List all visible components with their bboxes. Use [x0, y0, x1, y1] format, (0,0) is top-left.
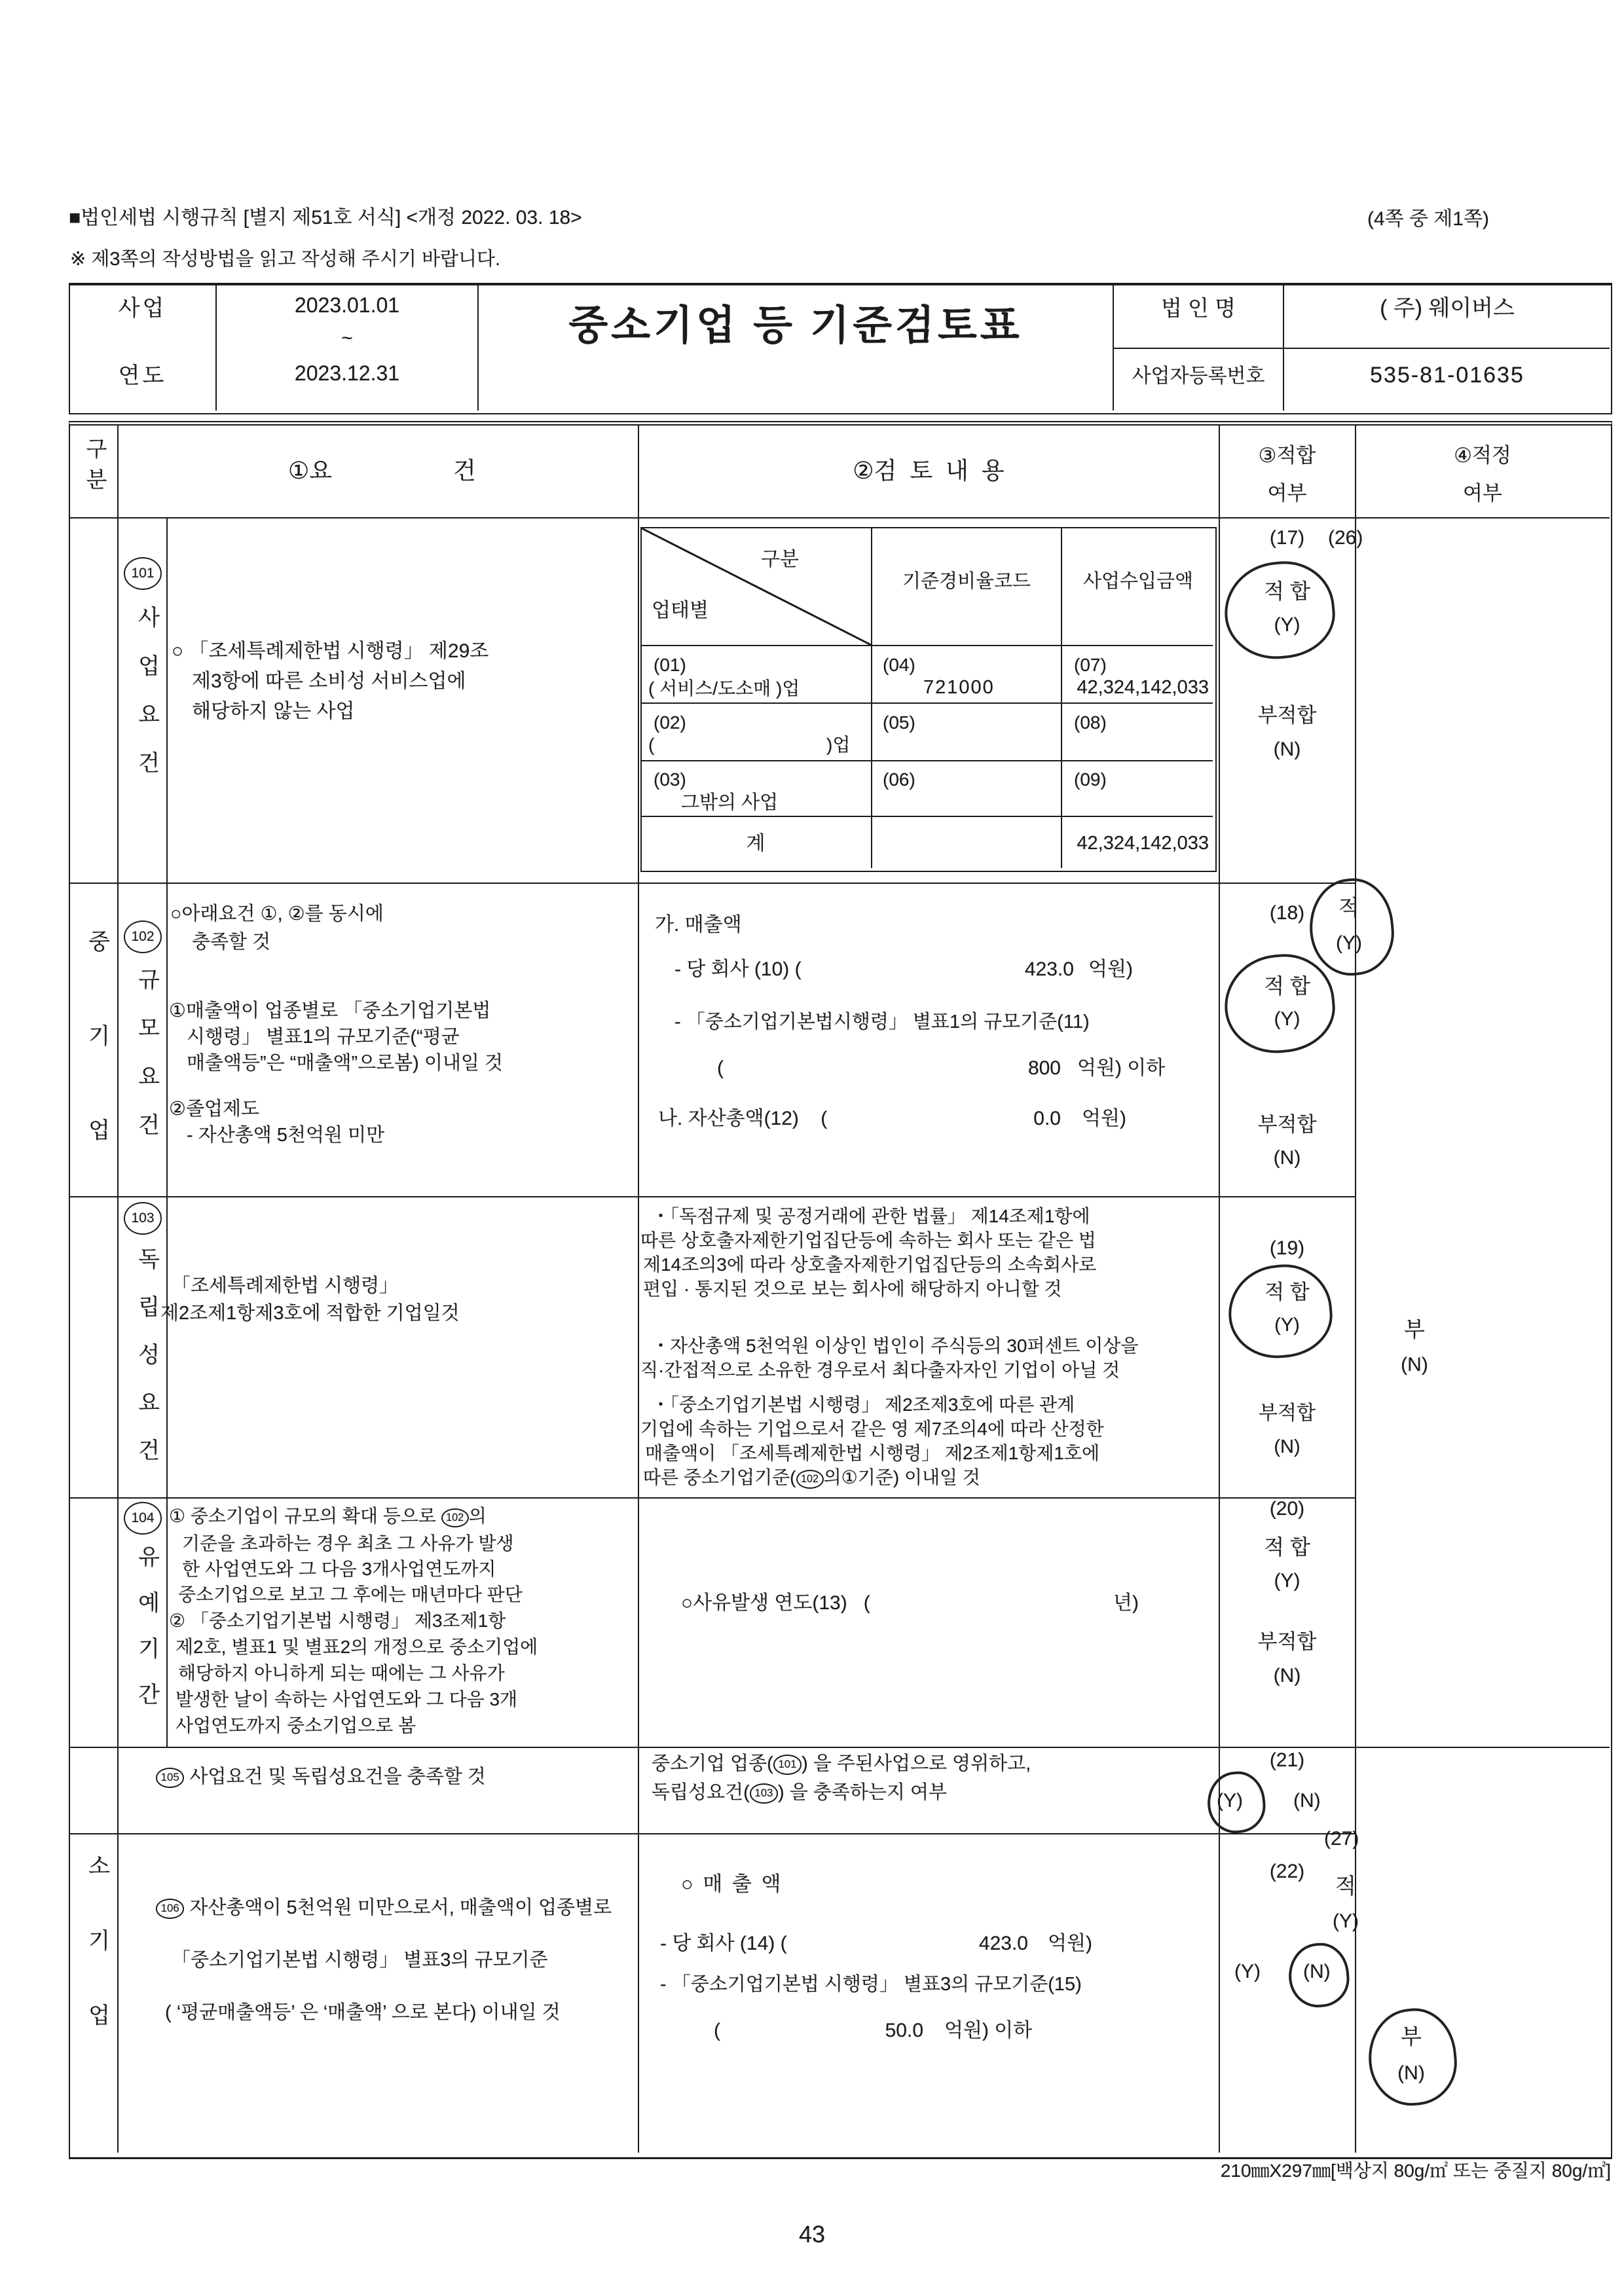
page-number: 43: [798, 2221, 826, 2248]
gubun-group-sme: 중기업: [84, 930, 109, 1212]
bt-cell: (06): [883, 769, 915, 790]
requirement-104-line3: 한 사업연도와 그 다음 3개사업연도까지: [182, 1559, 496, 1579]
requirement-106-line3: ( ‘평균매출액등’ 은 ‘매출액’ 으로 본다) 이내일 것: [165, 2002, 561, 2023]
bt-cell: (07): [1074, 655, 1107, 675]
verdict-22-y: (Y): [1234, 1961, 1261, 1982]
circled-number: 101: [773, 1755, 802, 1774]
review-106-company-unit: 억원): [1048, 1933, 1092, 1954]
verdict-18-unfit-n: (N): [1273, 1147, 1301, 1169]
circled-number: 105: [156, 1768, 184, 1787]
requirement-106-line1: 106 자산총액이 5천억원 미만으로서, 매출액이 업종별로: [156, 1897, 612, 1919]
grid-line: [642, 702, 1213, 704]
page-marker: (4쪽 중 제1쪽): [1367, 208, 1489, 230]
grid-line: [69, 1747, 1610, 1748]
requirement-102-line1: ○아래요건 ①, ②를 동시에: [170, 903, 384, 924]
verdict-code-20: (20): [1269, 1498, 1305, 1520]
requirement-102-line2: 충족할 것: [192, 932, 271, 953]
review-103-p3l2: 기업에 속하는 기업으로서 같은 영 제7조의4에 따라 산정한: [640, 1419, 1104, 1439]
grid-line: [69, 1497, 1356, 1499]
requirement-101-line1: ○ 「조세특례제한법 시행령」 제29조: [172, 640, 489, 662]
review-103-p1l3: 제14조의3에 따라 상호출자제한기업집단등의 소속회사로: [643, 1254, 1097, 1275]
review-103-p2l1: ・자산총액 5천억원 이상인 법인이 주식등의 30퍼센트 이상을: [652, 1336, 1139, 1356]
review-106-limit-unit: 억원) 이하: [944, 2020, 1033, 2041]
grid-line: [1113, 348, 1610, 349]
review-103-p2l2: 직·간접적으로 소유한 경우로서 최다출자자인 기업이 아닐 것: [640, 1360, 1120, 1380]
review-106-standard: - 「중소기업기본법 시행령」 별표3의 규모기준(15): [660, 1974, 1082, 1995]
bt-cell: (01): [654, 655, 686, 675]
requirement-102-line5: 매출액등”은 “매출액”으로봄) 이내일 것: [187, 1053, 504, 1074]
col-header-gubun: 구분: [83, 437, 107, 499]
section-104-label: 유예기간: [134, 1545, 159, 1728]
verdict-code-26: (26): [1328, 527, 1363, 549]
verdict-20-fit-y: (Y): [1274, 1570, 1301, 1592]
footer-paper-spec: 210㎜X297㎜[백상지 80g/㎡ 또는 중질지 80g/㎡]: [1220, 2160, 1611, 2181]
bt-header-revenue: 사업수입금액: [1082, 571, 1194, 592]
verdict-17-unfit-n: (N): [1273, 738, 1301, 760]
verdict-19-fit: 적 합: [1264, 1281, 1310, 1303]
grid-line: [69, 1196, 1356, 1197]
bt-cell: ( 서비스/도소매 )업: [648, 678, 800, 699]
bt-total-label: 계: [746, 833, 766, 854]
circled-number: 102: [796, 1470, 824, 1489]
verdict-code-27: (27): [1324, 1828, 1359, 1850]
grid-line: [69, 517, 1610, 519]
review-102-assets-unit: 억원): [1082, 1108, 1126, 1129]
requirement-103-line2: 제2조제1항제3호에 적합한 기업일것: [160, 1303, 460, 1324]
requirement-104-line8: 발생한 날이 속하는 사업연도와 그 다음 3개: [175, 1689, 518, 1709]
requirement-102-line6: ②졸업제도: [169, 1099, 260, 1120]
form-title: 중소기업 등 기준검토표: [568, 303, 1023, 348]
grid-line: [69, 883, 1356, 884]
period-tilde: ~: [341, 327, 353, 349]
review-103-p3l4: 따른 중소기업기준( 102 의①기준) 이내일 것: [643, 1467, 980, 1487]
review-106-sales: ○ 매 출 액: [681, 1872, 781, 1895]
grid-line: [871, 528, 872, 868]
instruction-note: ※ 제3쪽의 작성방법을 읽고 작성해 주시기 바랍니다.: [70, 249, 501, 270]
review-103-p1l2: 따른 상호출자제한기업집단등에 속하는 회사 또는 같은 법: [640, 1230, 1096, 1250]
diagonal-divider: [642, 528, 871, 645]
section-101-number: 101: [124, 557, 162, 590]
biz-reg-value: 535-81-01635: [1370, 363, 1524, 388]
business-year-label-2: 연도: [118, 363, 167, 388]
verdict-20-unfit-n: (N): [1273, 1665, 1301, 1686]
bt-cell: (09): [1074, 769, 1107, 790]
col-header-requirement-b: 건: [453, 457, 476, 484]
requirement-101-line2: 제3항에 따른 소비성 서비스업에: [192, 670, 466, 692]
review-103-p3l1: ・「중소기업기본법 시행령」 제2조제3호에 따른 관계: [652, 1394, 1075, 1415]
grid-line: [69, 1833, 1356, 1834]
requirement-104-line7: 해당하지 아니하게 되는 때에는 그 사유가: [178, 1663, 505, 1683]
requirement-106-line2: 「중소기업기본법 시행령」 별표3의 규모기준: [172, 1950, 548, 1971]
review-106-limit-value: 50.0: [885, 2020, 923, 2041]
section-103-number: 103: [124, 1202, 162, 1235]
requirement-104-line9: 사업연도까지 중소기업으로 봄: [175, 1715, 416, 1736]
verdict-17-unfit: 부적합: [1257, 704, 1317, 727]
verdict-20-fit: 적 합: [1264, 1535, 1310, 1559]
review-102-limit-unit: 억원) 이하: [1077, 1057, 1166, 1079]
col-header-proper-a: ④적정: [1454, 444, 1511, 467]
verdict-17-fit: 적 합: [1264, 579, 1310, 603]
bt-cell: (05): [883, 712, 915, 733]
section-103-label: 독립성요건: [134, 1247, 159, 1486]
requirement-104-line6: 제2호, 별표1 및 별표2의 개정으로 중소기업에: [175, 1637, 538, 1657]
requirement-101-line3: 해당하지 않는 사업: [192, 701, 355, 722]
review-104-year-pre: ○사유발생 연도(13) (: [681, 1592, 870, 1614]
col-header-fit-b: 여부: [1267, 482, 1307, 505]
section-102-label: 규모요건: [134, 968, 159, 1161]
period-start: 2023.01.01: [294, 293, 400, 317]
review-102-company-pre: - 당 회사 (10) (: [674, 958, 802, 980]
requirement-105: 105 사업요건 및 독립성요건을 충족할 것: [156, 1766, 486, 1788]
review-102-assets-pre: 나. 자산총액(12) (: [658, 1108, 828, 1129]
review-102-company-value: 423.0: [1024, 958, 1074, 980]
requirement-104-line2: 기준을 초과하는 경우 최초 그 사유가 발생: [182, 1533, 514, 1554]
grid-line: [642, 816, 1213, 817]
verdict-20-unfit: 부적합: [1257, 1630, 1317, 1653]
verdict-19-fit-y: (Y): [1274, 1315, 1300, 1336]
gubun-group-small: 소기업: [84, 1854, 109, 2078]
review-103-p1l4: 편입 · 통지된 것으로 보는 회사에 해당하지 아니할 것: [643, 1279, 1062, 1299]
grid-line: [215, 285, 217, 410]
corp-name-value: ( 주) 웨이버스: [1380, 296, 1515, 321]
verdict-21-y: (Y): [1217, 1790, 1243, 1812]
verdict-19-unfit: 부적합: [1259, 1402, 1316, 1424]
section-101-label: 사업요건: [134, 606, 159, 799]
bt-header-expense-code: 기준경비율코드: [902, 571, 1031, 592]
corp-name-label: 법 인 명: [1161, 296, 1236, 320]
verdict-code-22: (22): [1269, 1861, 1305, 1882]
grid-line: [642, 645, 1213, 646]
circled-number: 103: [750, 1783, 778, 1803]
col-header-review: ②검 토 내 용: [853, 457, 1005, 484]
col-header-proper-b: 여부: [1463, 482, 1502, 505]
bt-cell-revenue-1: 42,324,142,033: [1077, 677, 1209, 698]
verdict-18-fit: 적 합: [1264, 974, 1310, 998]
review-106-limit-pre: (: [714, 2020, 720, 2041]
verdict-26-fit: 적: [1338, 896, 1359, 920]
section-102-number: 102: [124, 920, 162, 953]
review-106-company-pre: - 당 회사 (14) (: [660, 1933, 787, 1954]
bt-cell: (: [648, 735, 655, 755]
business-year-label-1: 사업: [118, 296, 167, 321]
review-102-limit-value: 800: [1027, 1057, 1061, 1079]
bt-cell: )업: [826, 735, 851, 755]
verdict-22-n: (N): [1303, 1961, 1331, 1982]
grid-line: [477, 285, 479, 410]
corner-label-top: 구분: [761, 549, 799, 570]
verdict-21-n: (N): [1293, 1790, 1321, 1812]
verdict-26-fit-y: (Y): [1336, 932, 1362, 954]
verdict-27-unfit-n: (N): [1397, 2062, 1425, 2084]
requirement-103-line1: 「조세특례제한법 시행령」: [172, 1275, 399, 1296]
review-105-line2: 독립성요건( 103 ) 을 충족하는지 여부: [652, 1782, 947, 1803]
review-103-p3l3: 매출액이 「조세특례제한법 시행령」 제2조제1항제1호에: [645, 1443, 1100, 1463]
grid-line: [166, 517, 168, 1747]
verdict-code-18: (18): [1269, 902, 1305, 924]
requirement-104-line5: ② 「중소기업기본법 시행령」 제3조제1항: [169, 1611, 506, 1631]
col-header-fit-a: ③적합: [1258, 444, 1316, 467]
verdict-code-17: (17): [1269, 527, 1305, 549]
bt-cell: (02): [654, 712, 686, 733]
verdict-27-fit-y: (Y): [1333, 1910, 1359, 1932]
verdict-18-fit-y: (Y): [1274, 1008, 1301, 1030]
verdict-19-unfit-n: (N): [1274, 1436, 1301, 1457]
requirement-102-line4: 시행령」 별표1의 규모기준(“평균: [187, 1027, 460, 1048]
review-103-p1l1: ・「독점규제 및 공정거래에 관한 법률」 제14조제1항에: [652, 1206, 1090, 1226]
bt-cell: (08): [1074, 712, 1107, 733]
grid-line: [117, 426, 119, 2153]
review-102-company-unit: 억원): [1088, 958, 1133, 980]
bt-cell: 그밖의 사업: [681, 792, 779, 813]
review-106-company-value: 423.0: [978, 1933, 1028, 1954]
biz-reg-label: 사업자등록번호: [1132, 365, 1265, 387]
verdict-17-fit-y: (Y): [1274, 614, 1301, 636]
review-104-year-unit: 년): [1113, 1592, 1139, 1614]
verdict-26-unfit: 부: [1404, 1317, 1425, 1341]
grid-line: [642, 760, 1213, 761]
grid-line: [638, 426, 639, 2153]
col-header-requirement-a: ①요: [288, 457, 333, 484]
verdict-26-unfit-n: (N): [1401, 1354, 1428, 1376]
circled-number: 106: [156, 1899, 184, 1918]
review-102-assets-value: 0.0: [1033, 1108, 1061, 1129]
circled-number: 102: [441, 1508, 469, 1527]
verdict-18-unfit: 부적합: [1257, 1113, 1317, 1136]
requirement-104-line4: 중소기업으로 보고 그 후에는 매년마다 판단: [178, 1584, 523, 1605]
verdict-27-fit: 적: [1335, 1874, 1356, 1898]
review-105-line1: 중소기업 업종( 101 ) 을 주된사업으로 영위하고,: [652, 1753, 1031, 1774]
bt-cell: (04): [883, 655, 915, 675]
form-reference: ■법인세법 시행규칙 [별지 제51호 서식] <개정 2022. 03. 18>: [69, 207, 582, 228]
requirement-104-line1: ① 중소기업이 규모의 확대 등으로 102 의: [169, 1506, 487, 1526]
review-102-limit-pre: (: [717, 1057, 724, 1079]
verdict-code-19: (19): [1269, 1237, 1305, 1259]
review-102-sales: 가. 매출액: [655, 914, 742, 936]
requirement-102-line7: - 자산총액 5천억원 미만: [187, 1125, 385, 1146]
corner-label-bottom: 업태별: [652, 600, 709, 621]
section-104-number: 104: [124, 1502, 162, 1535]
verdict-code-21: (21): [1269, 1749, 1305, 1771]
bt-total-revenue: 42,324,142,033: [1077, 833, 1209, 854]
requirement-102-line3: ①매출액이 업종별로 「중소기업기본법: [169, 1000, 491, 1021]
bt-cell: (03): [654, 769, 686, 790]
review-102-standard: - 「중소기업기본법시행령」 별표1의 규모기준(11): [674, 1011, 1090, 1032]
period-end: 2023.12.31: [294, 361, 400, 385]
bt-cell: 721000: [923, 677, 995, 698]
verdict-27-unfit: 부: [1401, 2024, 1422, 2049]
